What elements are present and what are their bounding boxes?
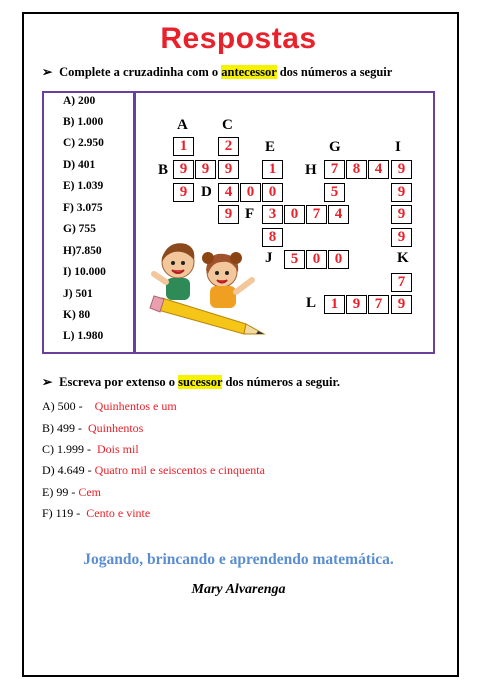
answer-text: Quatro mil e seiscentos e cinquenta — [94, 463, 265, 477]
clue-g: G) 755 — [63, 223, 96, 235]
kids-on-pencil-illustration — [148, 236, 276, 344]
crossword-cell: 5 — [324, 183, 345, 202]
crossword-cell: 9 — [218, 160, 239, 179]
crossword-cell: 0 — [284, 205, 305, 224]
crossword-cell: 9 — [391, 228, 412, 247]
label-f: F — [245, 206, 255, 222]
clue-i: I) 10.000 — [63, 266, 106, 278]
crossword-cell: 7 — [391, 273, 412, 292]
crossword-cell: 1 — [262, 160, 283, 179]
clue-a: A) 200 — [63, 95, 96, 107]
answer-question: A) 500 - — [42, 399, 83, 413]
answer-question: E) 99 - — [42, 485, 76, 499]
label-g: G — [329, 139, 341, 155]
crossword-cell: 2 — [218, 137, 239, 156]
arrow-bullet-icon: ➢ — [42, 375, 53, 389]
crossword-cell: 0 — [240, 183, 261, 202]
label-d: D — [201, 184, 212, 200]
clue-c: C) 2.950 — [63, 137, 104, 149]
crossword-cell: 4 — [368, 160, 389, 179]
crossword-cell: 9 — [218, 205, 239, 224]
highlight-word: antecessor — [221, 65, 277, 79]
clue-k: K) 80 — [63, 309, 91, 321]
crossword-cell: 9 — [391, 160, 412, 179]
clue-f: F) 3.075 — [63, 202, 103, 214]
crossword-cell: 1 — [324, 295, 345, 314]
instruction-text: dos números a seguir — [279, 65, 393, 79]
arrow-bullet-icon: ➢ — [42, 65, 53, 79]
crossword-cell: 8 — [346, 160, 367, 179]
answer-question: D) 4.649 - — [42, 463, 92, 477]
crossword-cell: 9 — [346, 295, 367, 314]
crossword-cell: 7 — [324, 160, 345, 179]
answer-row — [42, 463, 265, 478]
highlight-word: sucessor — [178, 375, 223, 389]
crossword-cell: 7 — [306, 205, 327, 224]
label-c: C — [222, 117, 233, 133]
author-signature: Mary Alvarenga — [191, 582, 286, 597]
answer-row — [42, 485, 101, 500]
answer-question: C) 1.999 - — [42, 442, 91, 456]
crossword-cell: 9 — [173, 160, 194, 179]
label-k: K — [397, 250, 409, 266]
clue-j: J) 501 — [63, 288, 93, 300]
crossword-cell: 1 — [173, 137, 194, 156]
label-e: E — [265, 139, 276, 155]
crossword-divider — [133, 91, 136, 354]
answer-question: F) 119 - — [42, 506, 81, 520]
crossword-cell: 0 — [328, 250, 349, 269]
clue-h: H)7.850 — [63, 245, 102, 257]
answer-row — [42, 442, 139, 457]
footer-motto: Jogando, brincando e aprendendo matemática. — [83, 551, 394, 568]
crossword-cell: 7 — [368, 295, 389, 314]
crossword-cell: 9 — [391, 205, 412, 224]
label-a: A — [177, 117, 188, 133]
crossword-cell: 4 — [218, 183, 239, 202]
label-i: I — [395, 139, 401, 155]
crossword-cell: 8 — [262, 228, 283, 247]
instruction-text: Complete a cruzadinha com o — [59, 65, 219, 79]
answer-text: Dois mil — [97, 442, 139, 456]
instruction-write — [42, 374, 340, 390]
crossword-cell: 9 — [391, 183, 412, 202]
clue-l: L) 1.980 — [63, 330, 104, 342]
answer-row — [42, 506, 150, 521]
answer-row — [42, 399, 177, 414]
clue-e: E) 1.039 — [63, 180, 104, 192]
answer-text: Quinhentos — [88, 421, 144, 435]
answer-row — [42, 421, 143, 436]
crossword-cell: 0 — [262, 183, 283, 202]
crossword-cell: 5 — [284, 250, 305, 269]
answer-text: Cento e vinte — [86, 506, 151, 520]
crossword-cell: 0 — [306, 250, 327, 269]
instruction-crossword — [42, 64, 392, 80]
clue-b: B) 1.000 — [63, 116, 104, 128]
instruction-text: Escreva por extenso o — [59, 375, 175, 389]
crossword-cell: 9 — [391, 295, 412, 314]
label-h: H — [305, 162, 317, 178]
crossword-cell: 9 — [195, 160, 216, 179]
clue-d: D) 401 — [63, 159, 96, 171]
page-title: Respostas — [160, 22, 317, 55]
crossword-cell: 3 — [262, 205, 283, 224]
answer-question: B) 499 - — [42, 421, 82, 435]
answer-text: Quinhentos e um — [94, 399, 177, 413]
label-b: B — [158, 162, 169, 178]
instruction-text: dos números a seguir. — [225, 375, 341, 389]
crossword-cell: 9 — [173, 183, 194, 202]
crossword-cell: 4 — [328, 205, 349, 224]
label-j: J — [265, 250, 273, 266]
label-l: L — [306, 295, 317, 311]
answer-text: Cem — [78, 485, 101, 499]
